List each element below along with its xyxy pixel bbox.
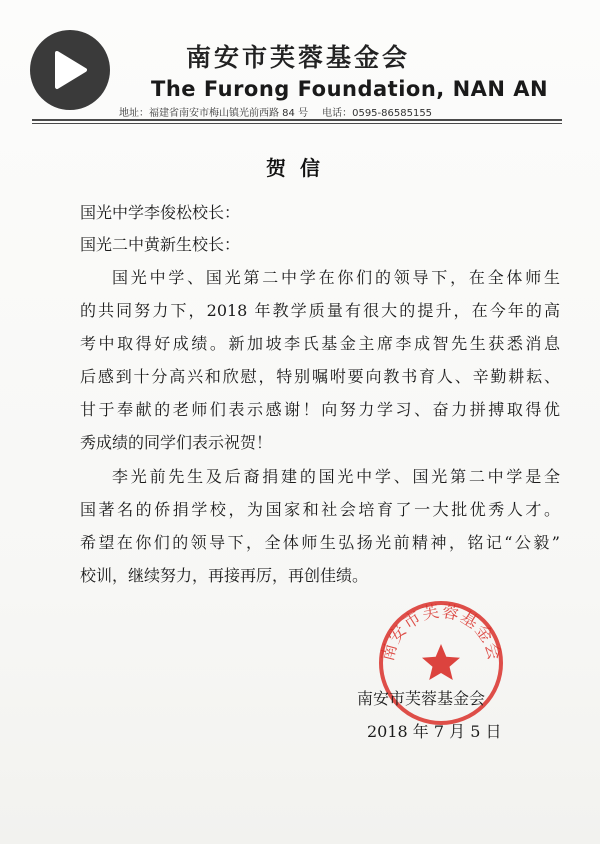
svg-text:南安市芙蓉基金会: 南安市芙蓉基金会 xyxy=(377,601,505,664)
body-line: 校训，继续努力，再接再厉，再创佳绩。 xyxy=(80,566,369,585)
body-line: 希望在你们的领导下，全体师生弘扬光前精神，铭记“公毅” xyxy=(80,533,560,552)
header-divider xyxy=(32,119,562,121)
body-line: 考中取得好成绩。新加坡李氏基金主席李成智先生获悉消息 xyxy=(80,334,560,353)
org-name-cn: 南安市芙蓉基金会 xyxy=(186,43,411,72)
salutation: 国光中学李俊松校长： xyxy=(80,203,241,222)
salutation: 国光二中黄新生校长： xyxy=(80,235,241,254)
body-line: 国著名的侨捐学校，为国家和社会培育了一大批优秀人才。 xyxy=(80,500,560,519)
body-line: 李光前先生及后裔捐建的国光中学、国光第二中学是全 xyxy=(112,467,560,486)
phone: 电话：0595-86585155 xyxy=(322,108,433,119)
signature-date: 2018 年 7 月 5 日 xyxy=(367,722,502,741)
contact-line xyxy=(119,104,432,119)
letter-title: 贺信 xyxy=(266,156,334,180)
signature-org: 南安市芙蓉基金会 xyxy=(357,689,486,708)
body-line: 的共同努力下，2018 年教学质量有很大的提升，在今年的高 xyxy=(80,301,560,320)
play-button[interactable] xyxy=(30,30,110,110)
address: 地址：福建省南安市梅山镇光前西路 84 号 xyxy=(119,108,309,119)
org-name-en: The Furong Foundation, NAN AN xyxy=(151,77,549,101)
header-divider-thin xyxy=(32,123,562,124)
play-icon xyxy=(51,49,89,91)
body-line: 国光中学、国光第二中学在你们的领导下，在全体师生 xyxy=(112,268,560,287)
body-line: 后感到十分高兴和欣慰，特别嘱咐要向教书育人、辛勤耕耘、 xyxy=(80,367,560,386)
star-icon xyxy=(422,644,460,680)
body-line: 秀成绩的同学们表示祝贺！ xyxy=(80,433,273,452)
body-line: 甘于奉献的老师们表示感谢！向努力学习、奋力拼搏取得优 xyxy=(80,400,560,419)
